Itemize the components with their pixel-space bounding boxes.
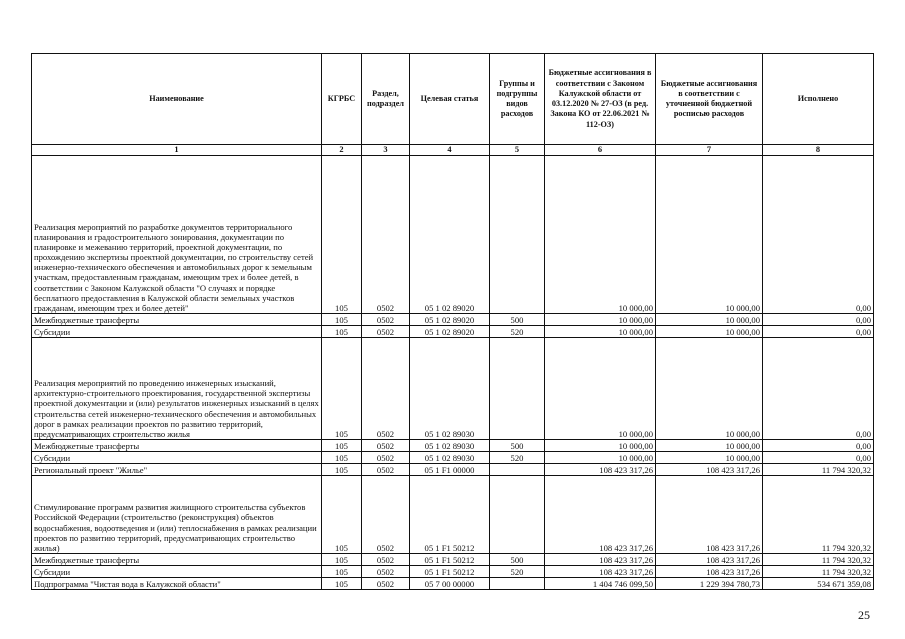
row-kgrbs: 105	[322, 464, 362, 476]
table-header-row	[32, 54, 874, 145]
row-revised-amount: 108 423 317,26	[656, 554, 763, 566]
row-law-amount: 108 423 317,26	[545, 566, 656, 578]
row-section: 0502	[362, 452, 410, 464]
row-executed-amount: 0,00	[763, 326, 874, 338]
column-number: 3	[362, 145, 410, 156]
row-target: 05 1 F1 50212	[410, 554, 490, 566]
row-group	[490, 156, 545, 314]
column-number: 1	[32, 145, 322, 156]
row-target: 05 1 02 89030	[410, 338, 490, 440]
header-revised-allocations: Бюджетные ассигнования в соответствии с уточненной бюджетной росписью расходов	[656, 54, 763, 145]
row-section: 0502	[362, 464, 410, 476]
row-kgrbs: 105	[322, 554, 362, 566]
row-section: 0502	[362, 156, 410, 314]
row-executed-amount: 11 794 320,32	[763, 464, 874, 476]
row-target: 05 1 02 89020	[410, 326, 490, 338]
row-revised-amount: 10 000,00	[656, 314, 763, 326]
row-target: 05 1 02 89020	[410, 314, 490, 326]
row-section: 0502	[362, 554, 410, 566]
row-law-amount: 10 000,00	[545, 326, 656, 338]
table-row	[32, 440, 874, 452]
row-executed-amount: 11 794 320,32	[763, 554, 874, 566]
row-target: 05 1 F1 00000	[410, 464, 490, 476]
row-target: 05 1 F1 50212	[410, 476, 490, 554]
row-revised-amount: 10 000,00	[656, 452, 763, 464]
column-number: 7	[656, 145, 763, 156]
row-name: Межбюджетные трансферты	[32, 554, 322, 566]
row-executed-amount: 534 671 359,08	[763, 578, 874, 590]
row-name: Субсидии	[32, 452, 322, 464]
row-kgrbs: 105	[322, 326, 362, 338]
row-group: 500	[490, 554, 545, 566]
row-name: Субсидии	[32, 326, 322, 338]
row-revised-amount: 1 229 394 780,73	[656, 578, 763, 590]
header-name: Наименование	[32, 54, 322, 145]
row-revised-amount: 10 000,00	[656, 338, 763, 440]
header-executed: Исполнено	[763, 54, 874, 145]
row-name: Стимулирование программ развития жилищного строительства субъектов Российской Федерации (строительство (реконструкция) объектов водоснабжения, водоотведения и (или) теплоснабжения в рамках реализации проектов по развитию территорий, предусматривающих строительство жилья)	[32, 476, 322, 554]
table-row	[32, 314, 874, 326]
row-target: 05 1 F1 50212	[410, 566, 490, 578]
row-law-amount: 10 000,00	[545, 452, 656, 464]
row-law-amount: 10 000,00	[545, 440, 656, 452]
row-group: 520	[490, 326, 545, 338]
row-group	[490, 338, 545, 440]
row-law-amount: 1 404 746 099,50	[545, 578, 656, 590]
row-group	[490, 578, 545, 590]
row-section: 0502	[362, 338, 410, 440]
row-target: 05 1 02 89020	[410, 156, 490, 314]
row-group: 500	[490, 440, 545, 452]
row-revised-amount: 10 000,00	[656, 326, 763, 338]
row-kgrbs: 105	[322, 156, 362, 314]
column-number: 2	[322, 145, 362, 156]
row-kgrbs: 105	[322, 578, 362, 590]
row-kgrbs: 105	[322, 452, 362, 464]
row-law-amount: 108 423 317,26	[545, 476, 656, 554]
row-name: Региональный проект "Жилье"	[32, 464, 322, 476]
table-row	[32, 338, 874, 440]
row-kgrbs: 105	[322, 566, 362, 578]
table-row	[32, 452, 874, 464]
row-kgrbs: 105	[322, 314, 362, 326]
row-target: 05 1 02 89030	[410, 440, 490, 452]
row-executed-amount: 0,00	[763, 314, 874, 326]
row-section: 0502	[362, 566, 410, 578]
row-executed-amount: 11 794 320,32	[763, 476, 874, 554]
row-law-amount: 10 000,00	[545, 314, 656, 326]
row-target: 05 1 02 89030	[410, 452, 490, 464]
budget-table	[31, 53, 874, 590]
row-group: 500	[490, 314, 545, 326]
row-revised-amount: 10 000,00	[656, 440, 763, 452]
row-law-amount: 108 423 317,26	[545, 464, 656, 476]
row-section: 0502	[362, 314, 410, 326]
table-row	[32, 554, 874, 566]
table-row	[32, 476, 874, 554]
row-group: 520	[490, 452, 545, 464]
column-number: 4	[410, 145, 490, 156]
page-number: 25	[858, 608, 870, 622]
row-group	[490, 476, 545, 554]
row-group	[490, 464, 545, 476]
table-row	[32, 566, 874, 578]
row-kgrbs: 105	[322, 440, 362, 452]
column-number: 6	[545, 145, 656, 156]
row-group: 520	[490, 566, 545, 578]
row-law-amount: 10 000,00	[545, 338, 656, 440]
row-executed-amount: 0,00	[763, 452, 874, 464]
row-name: Реализация мероприятий по проведению инженерных изысканий, архитектурно-строительного проектирования, государственной экспертизы проектной документации и (или) результатов инженерных изысканий в целях строительства сетей инженерно-технического обеспечения и автомобильных дорог в рамках реализации проектов по развитию территорий, предусматривающих строительство жилья	[32, 338, 322, 440]
row-revised-amount: 108 423 317,26	[656, 566, 763, 578]
table-row	[32, 156, 874, 314]
column-number-row	[32, 145, 874, 156]
row-revised-amount: 108 423 317,26	[656, 476, 763, 554]
header-law-allocations: Бюджетные ассигнования в соответствии с Законом Калужской области от 03.12.2020 № 27-ОЗ (в ред. Закона КО от 22.06.2021 № 112-ОЗ)	[545, 54, 656, 145]
row-target: 05 7 00 00000	[410, 578, 490, 590]
row-law-amount: 108 423 317,26	[545, 554, 656, 566]
row-name: Субсидии	[32, 566, 322, 578]
row-name: Межбюджетные трансферты	[32, 440, 322, 452]
table-row	[32, 578, 874, 590]
row-name: Реализация мероприятий по разработке документов территориального планирования и градостроительного зонирования, документации по планировке и межеванию территорий, проектной документации, по прохождению экспертизы проектной документации, по строительству сетей инженерно-технического обеспечения и автомобильных дорог к земельным участкам, предоставленным гражданам, имеющим трех и более детей, в соответствии с Законом Калужской области "О случаях и порядке бесплатного предоставления в Калужской области земельных участков гражданам, имеющим трех и более детей"	[32, 156, 322, 314]
row-section: 0502	[362, 476, 410, 554]
row-name: Подпрограмма "Чистая вода в Калужской области"	[32, 578, 322, 590]
header-target: Целевая статья	[410, 54, 490, 145]
table-row	[32, 326, 874, 338]
row-section: 0502	[362, 440, 410, 452]
header-groups: Группы и подгруппы видов расходов	[490, 54, 545, 145]
row-law-amount: 10 000,00	[545, 156, 656, 314]
row-revised-amount: 10 000,00	[656, 156, 763, 314]
column-number: 5	[490, 145, 545, 156]
row-kgrbs: 105	[322, 338, 362, 440]
column-number: 8	[763, 145, 874, 156]
row-executed-amount: 0,00	[763, 156, 874, 314]
row-kgrbs: 105	[322, 476, 362, 554]
row-section: 0502	[362, 578, 410, 590]
row-section: 0502	[362, 326, 410, 338]
header-kgrbs: КГРБС	[322, 54, 362, 145]
row-executed-amount: 0,00	[763, 440, 874, 452]
header-section: Раздел, подраздел	[362, 54, 410, 145]
row-executed-amount: 0,00	[763, 338, 874, 440]
table-row	[32, 464, 874, 476]
row-name: Межбюджетные трансферты	[32, 314, 322, 326]
row-executed-amount: 11 794 320,32	[763, 566, 874, 578]
row-revised-amount: 108 423 317,26	[656, 464, 763, 476]
